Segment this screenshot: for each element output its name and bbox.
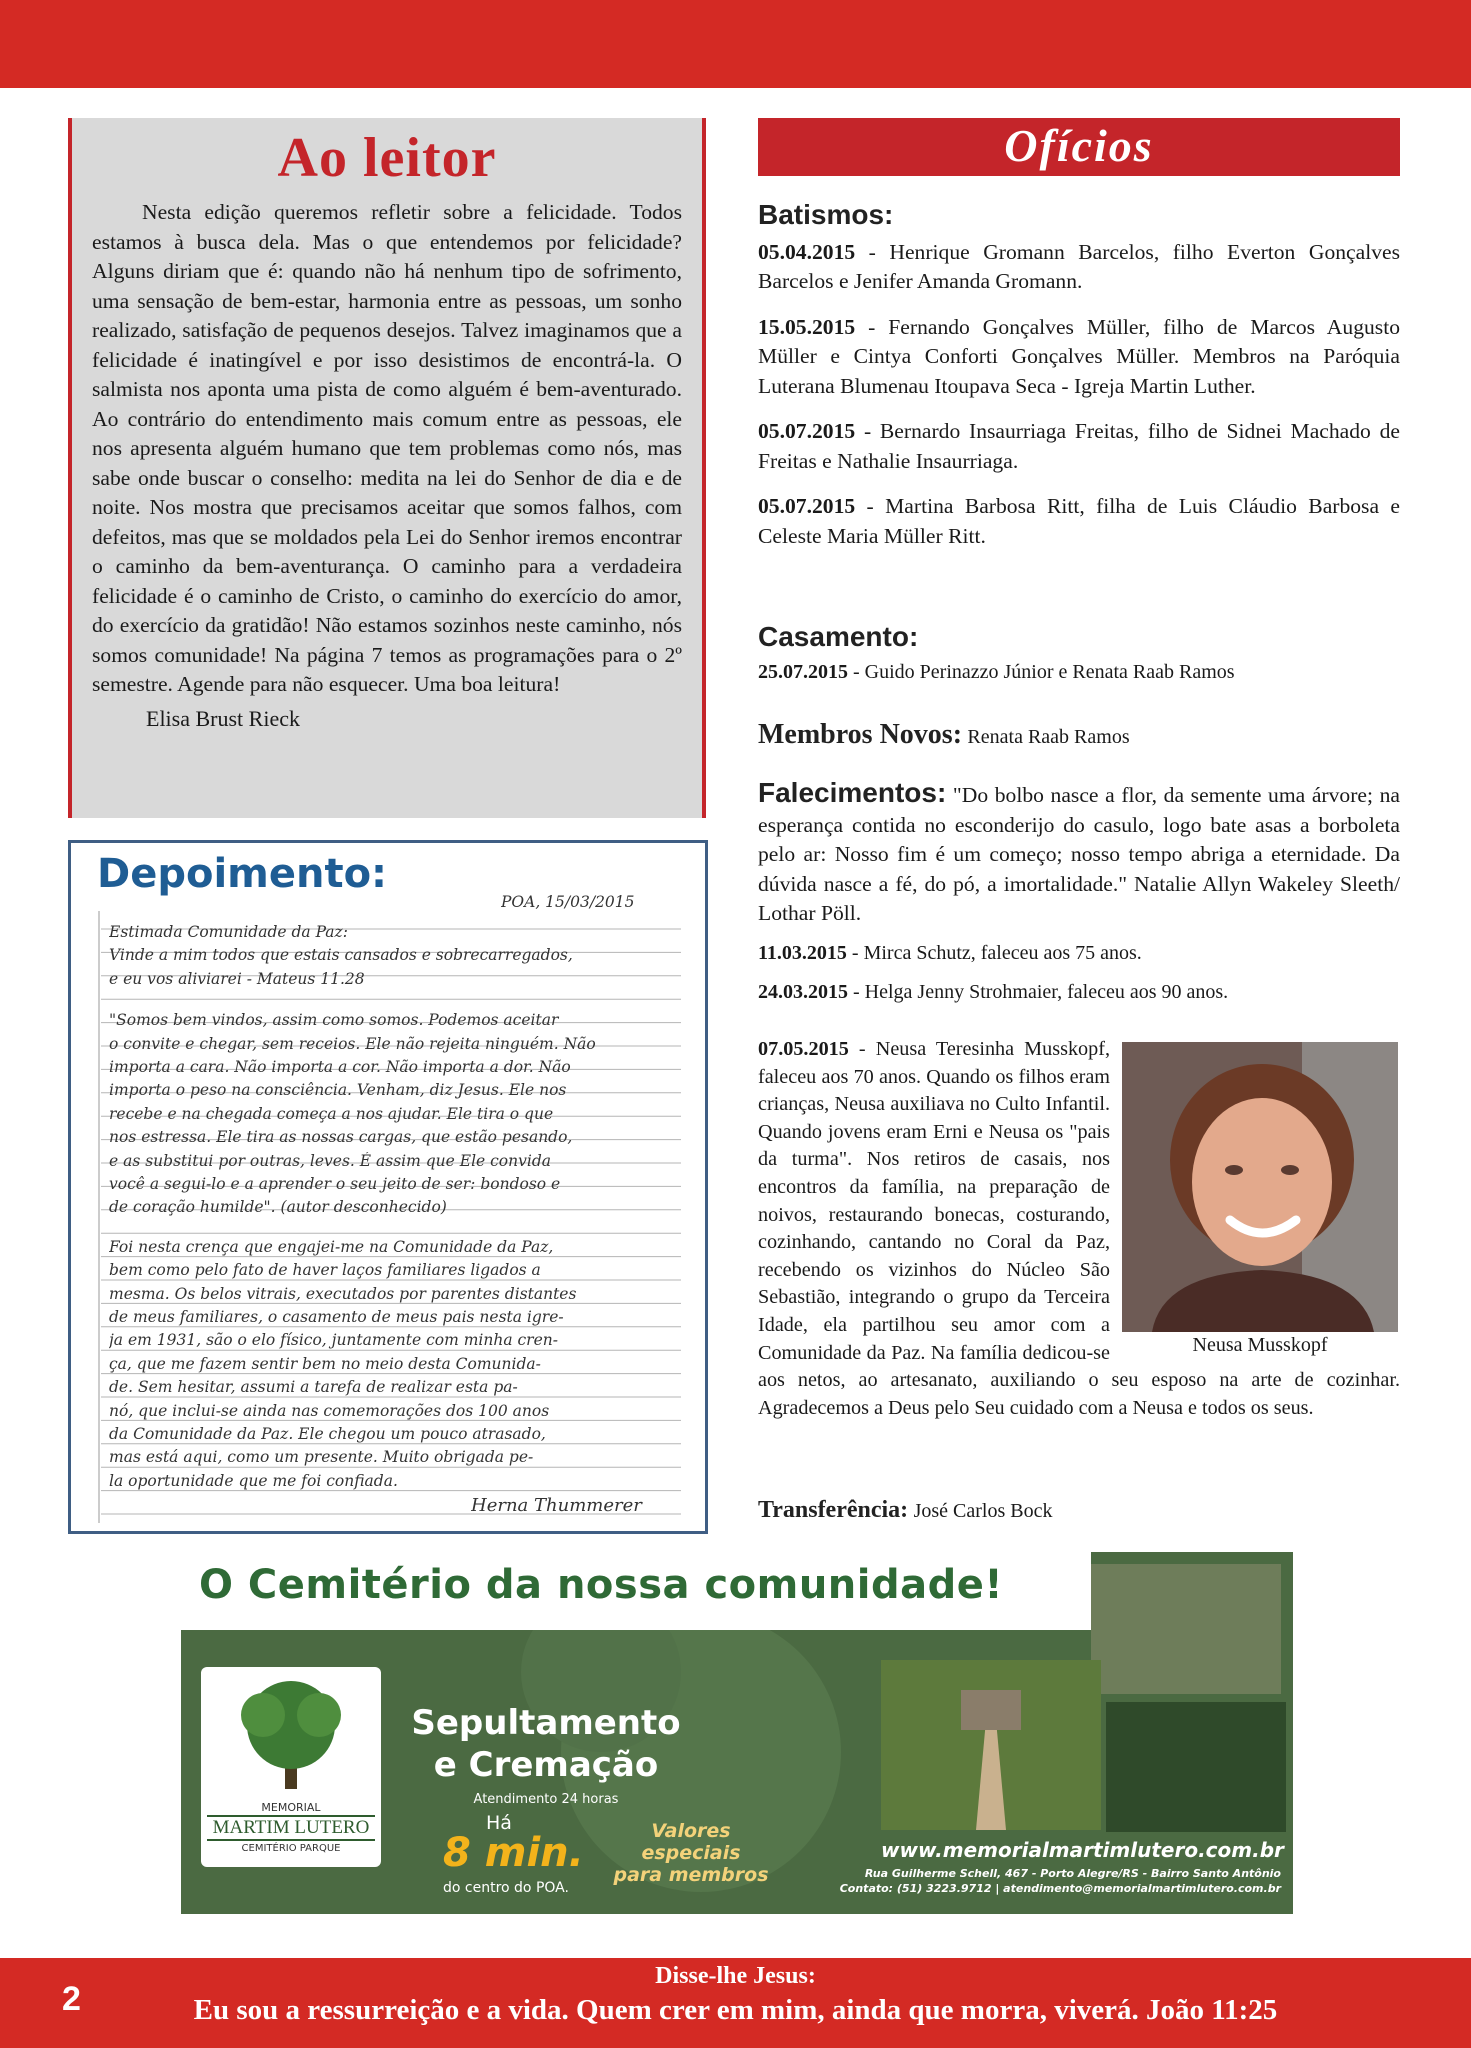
- entry-text: - Fernando Gonçalves Müller, filho de Marcos Augusto Müller e Cintya Conforti Gonçalves Müller. Membros na Paróquia Luterana Blumenau Itoupava Seca - Igreja Martin Luther.: [758, 314, 1400, 398]
- neusa-photo: [1122, 1042, 1398, 1332]
- depoimento-title: Depoimento:: [97, 851, 388, 897]
- handwritten-line: bem como pelo fato de haver laços familiares ligados a: [109, 1261, 541, 1280]
- contact-line: Contato: (51) 3223.9712 | atendimento@memorialmartimlutero.com.br: [839, 1882, 1281, 1895]
- ao-leitor-body: [72, 190, 702, 700]
- depoimento-signature: Herna Thummerer: [471, 1495, 642, 1516]
- service-line-2: e Cremação: [433, 1745, 659, 1785]
- entry-text: - Martina Barbosa Ritt, filha de Luis Cláudio Barbosa e Celeste Maria Müller Ritt.: [758, 494, 1400, 548]
- ad-photo-trees: [1106, 1702, 1286, 1832]
- handwritten-line: ja em 1931, são o elo físico, juntamente com minha cren-: [109, 1331, 558, 1350]
- handwritten-line: de meus familiares, o casamento de meus pais nesta igre-: [109, 1308, 564, 1326]
- handwritten-line: ça, que me fazem sentir bem no meio desta Comunida-: [109, 1354, 541, 1373]
- entry-text: - Mirca Schutz, faleceu aos 75 anos.: [846, 941, 1142, 964]
- casamento-heading: Casamento:: [758, 621, 919, 652]
- handwritten-line: "Somos bem vindos, assim como somos. Podemos aceitar: [109, 1011, 559, 1030]
- membros-section: [758, 720, 1400, 753]
- batismos-heading: Batismos:: [758, 199, 894, 230]
- entry-date: 05.04.2015: [758, 239, 856, 264]
- oficios-title: Ofícios: [758, 118, 1400, 176]
- handwritten-line: você a segui-lo e a aprender o seu jeito de ser: bondoso e: [109, 1175, 561, 1193]
- depoimento-date: POA, 15/03/2015: [501, 893, 635, 911]
- handwritten-line: de coração humilde". (autor desconhecido): [109, 1198, 447, 1217]
- batismo-entry: [758, 492, 1400, 551]
- ad-service: [396, 1702, 696, 1786]
- ad-photo-path: [881, 1660, 1101, 1830]
- handwritten-line: importa a cara. Não importa a cor. Não importa a dor. Não: [109, 1058, 571, 1076]
- handwritten-line: e eu vos aliviarei - Mateus 11.28: [109, 969, 365, 988]
- ad-special: [601, 1820, 781, 1886]
- batismo-entry: [758, 238, 1400, 297]
- membros-value: Renata Raab Ramos: [967, 726, 1130, 748]
- entry-date: 25.07.2015: [758, 660, 848, 683]
- handwritten-line: e as substitui por outras, leves. É assim que Ele convida: [109, 1151, 551, 1170]
- falecimentos-quote-block: [758, 778, 1400, 929]
- footer-quote: Eu sou a ressurreição e a vida. Quem crer em mim, ainda que morra, viverá. João 11:25: [193, 1994, 1278, 2026]
- tree-logo-icon: [201, 1667, 381, 1797]
- page-number: 2: [62, 1980, 81, 2018]
- entry-text: - Guido Perinazzo Júnior e Renata Raab Ramos: [848, 660, 1235, 683]
- casamento-section: [758, 622, 1400, 687]
- entry-date: 05.07.2015: [758, 419, 856, 443]
- ad-ha: Há: [486, 1812, 512, 1834]
- portrait-image: [1122, 1042, 1398, 1332]
- handwritten-line: nó, que inclui-se ainda nas comemorações dos 100 anos: [109, 1401, 550, 1420]
- handwritten-line: da Comunidade da Paz. Ele chegou um pouco atrasado,: [109, 1425, 546, 1443]
- logo-name: MARTIM LUTERO: [207, 1815, 375, 1841]
- handwritten-line: o convite e chegar, sem receios. Ele não rejeita ninguém. Não: [109, 1034, 596, 1053]
- entry-date: 05.07.2015: [758, 494, 856, 518]
- service-line-1: Sepultamento: [411, 1703, 681, 1743]
- ad-distance: do centro do POA.: [443, 1880, 569, 1896]
- ad-headline: O Cemitério da nossa comunidade!: [199, 1562, 1004, 1608]
- ao-leitor-signature: Elisa Brust Rieck: [146, 705, 300, 731]
- ad-address: [761, 1866, 1281, 1896]
- falecimento-entry: [758, 939, 1400, 969]
- entry-text: - Bernardo Insaurriaga Freitas, filho de Sidnei Machado de Freitas e Nathalie Insaurriaga.: [758, 419, 1400, 473]
- batismo-entry: [758, 417, 1400, 476]
- entry-date: 11.03.2015: [758, 941, 847, 964]
- falecimentos-section: [758, 778, 1400, 1008]
- cemetery-ad: [181, 1552, 1293, 1914]
- entry-date: 24.03.2015: [758, 981, 848, 1003]
- ao-leitor-box: [68, 118, 706, 818]
- ad-attendance: Atendimento 24 horas: [473, 1792, 619, 1807]
- falecimento-entry: [758, 978, 1400, 1008]
- handwritten-line: importa o peso na consciência. Venham, diz Jesus. Ele nos: [109, 1081, 567, 1100]
- bottom-red-bar: [0, 1958, 1471, 2048]
- ad-url-link[interactable]: www.memorialmartimlutero.com.br: [881, 1838, 1284, 1862]
- transferencia-heading: Transferência:: [758, 1497, 909, 1523]
- falecimentos-heading: Falecimentos:: [758, 777, 947, 808]
- handwritten-line: nos estressa. Ele tira as nossas cargas, que estão pesando,: [109, 1128, 573, 1147]
- logo-top-text: MEMORIAL: [261, 1801, 321, 1814]
- handwritten-line: la oportunidade que me foi confiada.: [109, 1471, 398, 1490]
- special-line-2: para membros: [613, 1864, 769, 1886]
- special-line-1: Valores especiais: [641, 1820, 741, 1864]
- neusa-photo-caption: Neusa Musskopf: [1192, 1334, 1328, 1356]
- entry-text: - Henrique Gromann Barcelos, filho Everton Gonçalves Barcelos e Jenifer Amanda Gromann.: [758, 239, 1400, 293]
- handwritten-line: Vinde a mim todos que estais cansados e sobrecarregados,: [109, 946, 573, 965]
- ao-leitor-text: Nesta edição queremos refletir sobre a felicidade. Todos estamos à busca dela. Mas o que entendemos por felicidade? Alguns diriam que é: quando não há nenhum tipo de sofrimento, uma sensação de bem-estar, harmonia entre as pessoas, um sonho realizado, satisfação de pequenos desejos. Talvez imaginamos que a felicidade é inatingível e por isso desistimos de encontrá-la. O salmista nos aponta uma pista de como alguém é bem-aventurado. Ao contrário do entendimento mais comum entre as pessoas, ele nos apresenta alguém humano que tem problemas como nós, mas sabe onde buscar o conselho: medita na lei do Senhor de dia e de noite. Nos mostra que precisamos aceitar que somos falhos, com defeitos, mas que se moldados pela Lei do Senhor iremos encontrar o caminho da bem-aventurança. O caminho para a verdadeira felicidade é o caminho de Cristo, o caminho do exercício do amor, do exercício da gratidão! Não estamos sozinhos neste caminho, nós somos comunidade! Na página 7 temos as programações para o 2º semestre. Agende para não esquecer. Uma boa leitura!: [92, 200, 682, 696]
- entry-date: 07.05.2015: [758, 1038, 849, 1060]
- handwritten-line: mesma. Os belos vitrais, executados por parentes distantes: [109, 1284, 577, 1303]
- transferencia-value: José Carlos Bock: [913, 1500, 1053, 1522]
- footer-quote-intro: Disse-lhe Jesus:: [655, 1963, 816, 1989]
- membros-heading: Membros Novos:: [758, 719, 963, 750]
- handwritten-line: Foi nesta crença que engajei-me na Comunidade da Paz,: [109, 1237, 554, 1256]
- logo-sub: CEMITÉRIO PARQUE: [241, 1843, 341, 1854]
- ad-photo-statue: [1091, 1564, 1281, 1694]
- address-line: Rua Guilherme Schell, 467 - Porto Alegre/RS - Bairro Santo Antônio: [864, 1867, 1281, 1880]
- handwritten-line: Estimada Comunidade da Paz:: [109, 923, 348, 941]
- falecimentos-quote: "Do bolbo nasce a flor, da semente uma árvore; na esperança contida no esconderijo do casulo, logo bate asas a borboleta pelo ar: Nosso fim é um começo; nosso tempo abriga a eternidade. Da dúvida nasce a fé, do pó, a imortalidade." Natalie Allyn Wakeley Sleeth/ Lothar Pöll.: [758, 783, 1400, 925]
- entry-text: - Helga Jenny Strohmaier, faleceu aos 90 anos.: [848, 981, 1229, 1003]
- top-red-bar: [0, 0, 1471, 88]
- batismos-section: [758, 200, 1400, 551]
- ad-minutes: 8 min.: [443, 1830, 584, 1876]
- handwritten-line: mas está aqui, como um presente. Muito obrigada pe-: [109, 1448, 534, 1467]
- casamento-entry: [758, 658, 1400, 688]
- handwritten-line: recebe e na chegada começa a nos ajudar. Ele tira o que: [109, 1104, 554, 1123]
- ad-path-image: [881, 1660, 1101, 1830]
- ao-leitor-title: Ao leitor: [277, 127, 497, 189]
- depoimento-box: [68, 840, 708, 1534]
- ad-logo: [201, 1667, 381, 1867]
- entry-text: - Neusa Teresinha Musskopf, faleceu aos 70 anos. Quando os filhos eram crianças, Neusa auxiliava no Culto Infantil. Quando jovens eram Erni e Neusa os "pais da turma". Nos retiros de casais, nos encontros da família, na preparação de noivos, restaurando bonecas, costurando, cozinhando, cantando no Coral da Paz, recebendo os vizinhos do Núcleo São Sebastião, integrando o grupo da Terceira Idade, ela partilhou seu amor com a Comunidade da Paz. Na família dedicou-se aos netos, ao artesanato, auxiliando o seu esposo na arte de cozinhar. Agradecemos a Deus pelo Seu cuidado com a Neusa e todos os seus.: [758, 1038, 1400, 1419]
- handwritten-line: de. Sem hesitar, assumi a tarefa de realizar esta pa-: [109, 1378, 518, 1397]
- batismo-entry: [758, 313, 1400, 402]
- entry-date: 15.05.2015: [758, 314, 856, 339]
- transferencia-section: [758, 1496, 1400, 1527]
